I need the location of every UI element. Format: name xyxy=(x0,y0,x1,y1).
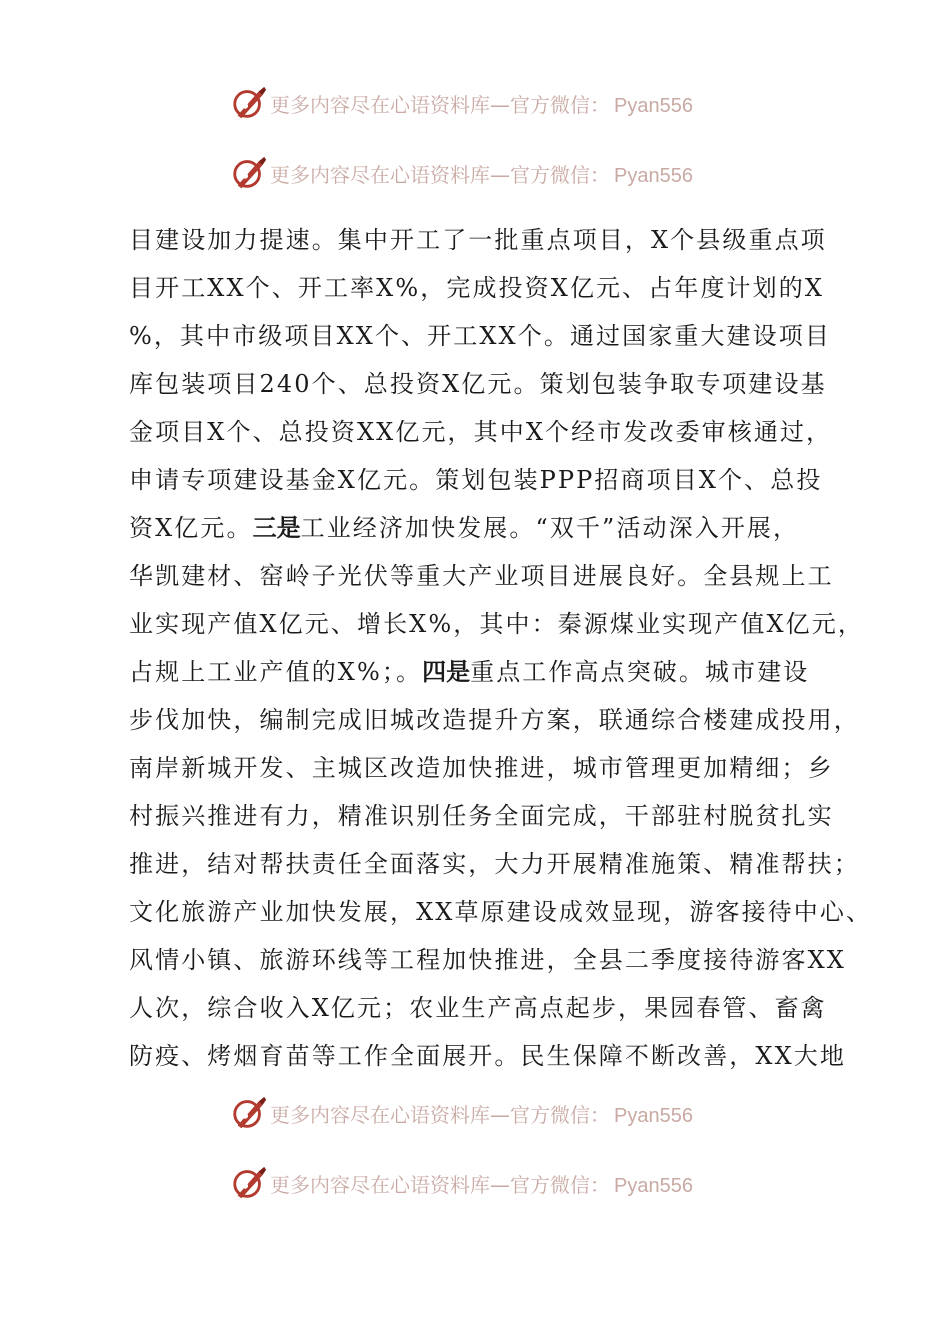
paragraph-line: 文化旅游产业加快发展，XX草原建设成效显现，游客接待中心、 xyxy=(129,898,873,926)
paragraph-line xyxy=(129,648,849,696)
banner-wechat-id: Pyan556 xyxy=(614,164,693,187)
text-run: 占规上工业产值的X%；。 xyxy=(129,658,423,686)
banner-text: 更多内容尽在心语资料库—官方微信： xyxy=(270,92,610,117)
paragraph-line: 目建设加力提速。集中开工了一批重点项目，X个县级重点项 xyxy=(129,226,827,254)
paragraph-line: 风情小镇、旅游环线等工程加快推进，全县二季度接待游客XX xyxy=(129,946,846,974)
paragraph-line: 步伐加快，编制完成旧城改造提升方案，联通综合楼建成投用， xyxy=(129,706,860,734)
paragraph-line: %，其中市级项目XX个、开工XX个。通过国家重大建设项目 xyxy=(129,322,831,350)
paragraph-line: 业实现产值X亿元、增长X%，其中：秦源煤业实现产值X亿元， xyxy=(129,610,864,638)
document-body xyxy=(129,216,873,1080)
banner-wechat-id: Pyan556 xyxy=(614,1174,693,1197)
text-run: 重点工作高点突破。城市建设 xyxy=(470,658,810,686)
watermark-banner-top-1 xyxy=(230,83,750,123)
paragraph-line: 金项目X个、总投资XX亿元，其中X个经市发改委审核通过， xyxy=(129,418,833,446)
pen-logo-icon xyxy=(230,84,268,122)
watermark-banner-top-2 xyxy=(230,153,750,193)
watermark-banner-bottom-2 xyxy=(230,1163,750,1203)
pen-logo-icon xyxy=(230,154,268,192)
banner-text: 更多内容尽在心语资料库—官方微信： xyxy=(270,1172,610,1197)
paragraph-line: 库包装项目240个、总投资X亿元。策划包装争取专项建设基 xyxy=(129,370,827,398)
pen-logo-icon xyxy=(230,1164,268,1202)
bold-lead: 四是 xyxy=(422,658,471,686)
banner-wechat-id: Pyan556 xyxy=(614,1104,693,1127)
paragraph-line: 南岸新城开发、主城区改造加快推进，城市管理更加精细；乡 xyxy=(129,754,834,782)
paragraph-line: 人次，综合收入X亿元；农业生产高点起步，果园春管、畜禽 xyxy=(129,994,827,1022)
banner-text: 更多内容尽在心语资料库—官方微信： xyxy=(270,162,610,187)
paragraph-line: 目开工XX个、开工率X%，完成投资X亿元、占年度计划的X xyxy=(129,274,825,302)
pen-logo-icon xyxy=(230,1094,268,1132)
paragraph-line: 申请专项建设基金X亿元。策划包装PPP招商项目X个、总投 xyxy=(129,466,823,494)
banner-text: 更多内容尽在心语资料库—官方微信： xyxy=(270,1102,610,1127)
paragraph-line: 华凯建材、窑岭子光伏等重大产业项目进展良好。全县规上工 xyxy=(129,562,834,590)
banner-wechat-id: Pyan556 xyxy=(614,94,693,117)
text-run: 资X亿元。 xyxy=(129,514,253,542)
paragraph-line xyxy=(129,504,849,552)
bold-lead: 三是 xyxy=(252,514,301,542)
paragraph-line: 防疫、烤烟育苗等工作全面展开。民生保障不断改善，XX大地 xyxy=(129,1042,846,1070)
paragraph-line: 推进，结对帮扶责任全面落实，大力开展精准施策、精准帮扶； xyxy=(129,850,860,878)
text-run: 工业经济加快发展。“双千”活动深入开展， xyxy=(300,514,800,542)
watermark-banner-bottom-1 xyxy=(230,1093,750,1133)
paragraph-line: 村振兴推进有力，精准识别任务全面完成，干部驻村脱贫扎实 xyxy=(129,802,834,830)
